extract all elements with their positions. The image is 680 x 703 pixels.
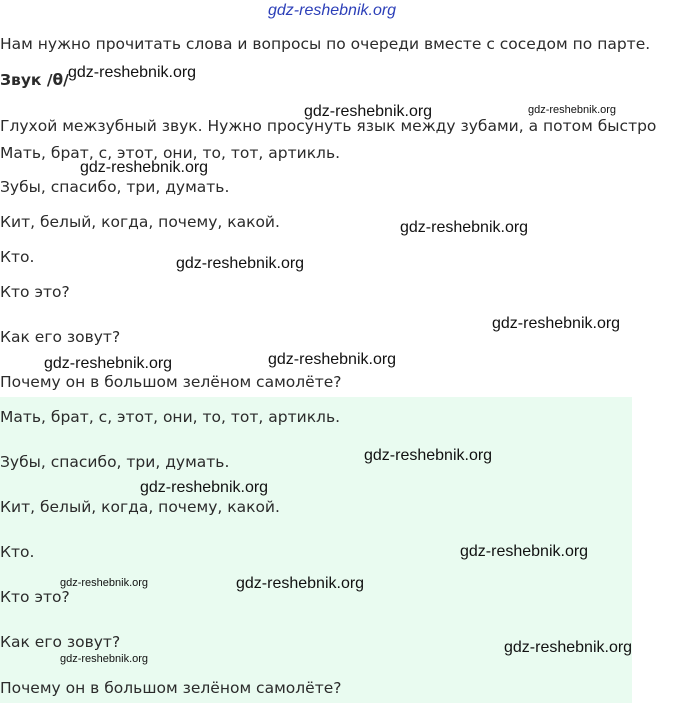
watermark: gdz-reshebnik.org — [60, 577, 149, 589]
section1-line-6: Как его зовут? — [0, 328, 121, 346]
site-header-watermark: gdz-reshebnik.org — [268, 2, 397, 19]
instruction-text: Нам нужно прочитать слова и вопросы по очереди вместе с соседом по парте. — [0, 35, 651, 53]
watermark: gdz-reshebnik.org — [68, 64, 197, 81]
watermark: gdz-reshebnik.org — [492, 315, 621, 332]
section2-line-1: Мать, брат, с, этот, они, то, тот, артикль. — [0, 408, 341, 426]
section1-line-3: Кит, белый, когда, почему, какой. — [0, 213, 280, 231]
section1-line-4: Кто. — [0, 248, 35, 266]
section1-line-1: Мать, брат, с, этот, они, то, тот, артикль. — [0, 144, 341, 162]
watermark: gdz-reshebnik.org — [60, 653, 149, 665]
watermark: gdz-reshebnik.org — [528, 104, 617, 116]
watermark: gdz-reshebnik.org — [140, 479, 269, 496]
watermark: gdz-reshebnik.org — [268, 351, 397, 368]
section2-line-4: Кто. — [0, 543, 35, 561]
watermark: gdz-reshebnik.org — [364, 447, 493, 464]
section2-line-6: Как его зовут? — [0, 633, 121, 651]
watermark: gdz-reshebnik.org — [504, 639, 633, 656]
section1-line-2: Зубы, спасибо, три, думать. — [0, 178, 230, 196]
watermark: gdz-reshebnik.org — [176, 255, 305, 272]
watermark: gdz-reshebnik.org — [80, 159, 209, 176]
section2-line-7: Почему он в большом зелёном самолёте? — [0, 679, 342, 697]
watermark: gdz-reshebnik.org — [460, 543, 589, 560]
section2-line-2: Зубы, спасибо, три, думать. — [0, 453, 230, 471]
description-text: Глухой межзубный звук. Нужно просунуть язык между зубами, а потом быстро — [0, 117, 657, 135]
section1-line-7: Почему он в большом зелёном самолёте? — [0, 373, 342, 391]
watermark: gdz-reshebnik.org — [400, 219, 529, 236]
section2-line-5: Кто это? — [0, 588, 70, 606]
sound-heading: Звук /θ/ — [0, 71, 69, 89]
section1-line-5: Кто это? — [0, 283, 70, 301]
watermark: gdz-reshebnik.org — [304, 103, 433, 120]
section2-line-3: Кит, белый, когда, почему, какой. — [0, 498, 280, 516]
watermark: gdz-reshebnik.org — [44, 355, 173, 372]
watermark: gdz-reshebnik.org — [236, 575, 365, 592]
